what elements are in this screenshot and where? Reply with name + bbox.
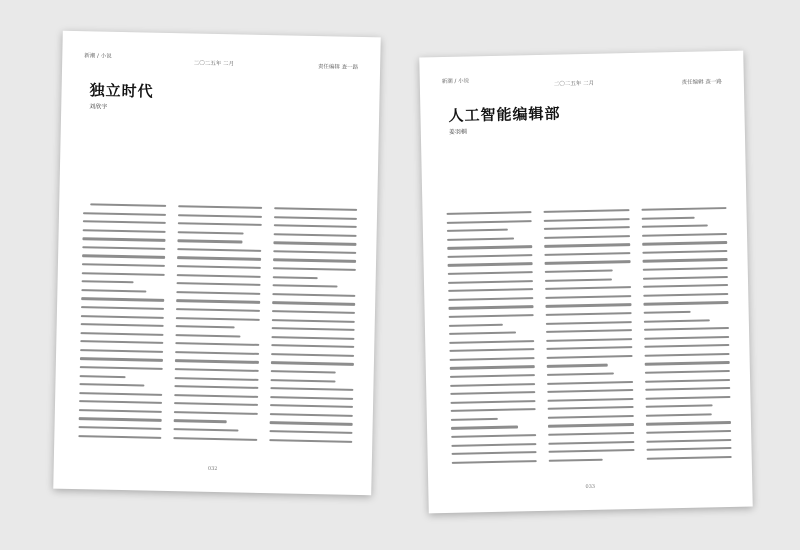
text-line (451, 408, 536, 412)
text-line (643, 301, 728, 305)
text-line (269, 413, 352, 417)
text-line (450, 383, 535, 387)
text-line (81, 289, 146, 293)
text-line (272, 276, 318, 279)
text-line (452, 451, 537, 455)
text-line (272, 284, 337, 288)
text-column (269, 207, 357, 455)
text-line (274, 207, 357, 211)
text-line (548, 415, 633, 419)
text-line (178, 231, 244, 235)
text-line (549, 432, 634, 436)
text-line (273, 233, 356, 237)
text-line (645, 370, 730, 374)
text-line (447, 245, 532, 249)
text-line (449, 348, 534, 352)
text-line (547, 381, 632, 385)
text-line (450, 391, 535, 395)
text-line (449, 332, 516, 336)
text-line (548, 423, 633, 427)
left-page (53, 31, 381, 496)
article-title: 人工智能编辑部 (448, 104, 561, 125)
text-line (548, 406, 633, 410)
text-line (79, 418, 162, 422)
text-line (448, 280, 533, 284)
text-line (547, 338, 632, 342)
text-line (643, 293, 728, 297)
text-line (448, 288, 533, 292)
text-line (82, 280, 135, 283)
text-line (448, 271, 533, 275)
text-line (270, 379, 335, 383)
text-line (449, 314, 534, 318)
text-line (178, 239, 243, 243)
text-line (549, 441, 634, 445)
text-line (175, 385, 258, 389)
text-line (644, 336, 729, 340)
text-line (643, 284, 728, 288)
text-line (269, 430, 352, 434)
text-line (545, 261, 630, 265)
text-line (271, 353, 354, 357)
text-line (545, 278, 612, 282)
text-line (83, 229, 166, 233)
text-column (544, 209, 635, 471)
text-line (447, 254, 532, 258)
text-column (641, 207, 732, 469)
text-line (641, 207, 726, 211)
text-line (174, 402, 257, 406)
text-line (81, 298, 164, 302)
text-column (78, 203, 166, 451)
text-line (272, 310, 355, 314)
text-line (271, 336, 354, 340)
text-line (177, 265, 260, 269)
text-line (269, 422, 352, 426)
text-line (451, 443, 536, 447)
text-line (641, 216, 695, 219)
body-text (447, 207, 732, 473)
header-date: 二〇二五年 二月 (193, 60, 235, 68)
text-line (82, 237, 165, 241)
text-line (273, 250, 356, 254)
text-line (175, 351, 258, 355)
text-line (642, 258, 727, 262)
text-line (177, 257, 260, 261)
text-line (450, 365, 535, 369)
text-line (546, 303, 631, 307)
text-line (273, 224, 356, 228)
body-text (78, 203, 357, 455)
text-line (447, 211, 532, 215)
text-line (546, 295, 631, 299)
text-line (90, 203, 167, 207)
text-line (546, 321, 631, 325)
text-line (642, 250, 727, 254)
text-line (547, 355, 632, 359)
text-line (82, 263, 165, 267)
text-line (644, 353, 729, 357)
text-line (81, 323, 164, 327)
text-line (79, 392, 162, 396)
text-line (82, 272, 165, 276)
text-line (548, 389, 633, 393)
text-line (79, 400, 162, 404)
text-line (175, 394, 258, 398)
text-line (82, 255, 165, 259)
text-line (82, 246, 165, 250)
text-line (274, 216, 357, 220)
text-line (545, 269, 612, 273)
text-line (81, 315, 164, 319)
text-line (448, 297, 533, 301)
text-line (176, 308, 259, 312)
text-line (645, 387, 730, 391)
text-line (272, 293, 355, 297)
text-line (549, 449, 634, 453)
text-line (177, 291, 260, 295)
text-line (643, 276, 728, 280)
text-line (175, 377, 258, 381)
text-line (174, 411, 257, 415)
text-line (175, 368, 258, 372)
text-line (177, 300, 260, 304)
text-line (78, 435, 161, 439)
text-line (545, 286, 630, 290)
header-date: 二〇二五年 二月 (553, 80, 595, 88)
text-line (646, 456, 731, 460)
text-line (176, 325, 235, 328)
text-line (447, 237, 514, 241)
text-line (449, 340, 534, 344)
text-line (547, 364, 608, 367)
text-line (642, 241, 727, 245)
text-line (451, 434, 536, 438)
text-line (548, 398, 633, 402)
right-page (419, 51, 752, 514)
text-line (646, 430, 731, 434)
text-line (451, 418, 498, 421)
text-line (641, 225, 708, 229)
text-line (273, 267, 356, 271)
text-line (80, 375, 126, 378)
text-line (79, 409, 162, 413)
text-line (178, 248, 261, 252)
text-line (177, 282, 260, 286)
text-line (271, 362, 354, 366)
header-editor: 责任编辑 查一路 (681, 79, 722, 86)
text-line (546, 312, 631, 316)
text-line (80, 340, 163, 344)
text-line (643, 319, 710, 323)
text-line (271, 319, 354, 323)
text-line (646, 421, 731, 425)
text-line (450, 357, 535, 361)
text-line (547, 372, 614, 376)
text-line (545, 252, 630, 256)
page-header (442, 71, 722, 91)
article-title: 独立时代 (89, 81, 154, 101)
text-line (544, 235, 629, 239)
text-line (176, 342, 259, 346)
text-column (173, 205, 261, 453)
text-line (450, 400, 535, 404)
text-line (644, 344, 729, 348)
text-line (83, 220, 166, 224)
article-author: 姜羽桐 (448, 128, 467, 136)
text-line (176, 317, 259, 321)
text-line (83, 212, 166, 216)
text-line (176, 334, 241, 338)
header-section: 新潮 / 小说 (441, 78, 470, 85)
text-line (174, 428, 239, 432)
text-line (546, 329, 631, 333)
text-line (645, 405, 712, 409)
text-line (450, 374, 535, 378)
text-line (175, 360, 258, 364)
text-line (544, 218, 629, 222)
text-line (646, 447, 731, 451)
text-line (177, 274, 260, 278)
text-line (644, 327, 729, 331)
text-line (272, 302, 355, 306)
text-line (545, 243, 630, 247)
text-line (273, 241, 356, 245)
text-line (80, 332, 163, 336)
text-line (645, 396, 730, 400)
page-header (84, 51, 358, 71)
text-line (452, 460, 537, 464)
text-line (544, 226, 629, 230)
text-line (449, 323, 503, 326)
text-line (644, 361, 729, 365)
text-line (547, 346, 632, 350)
text-line (270, 370, 336, 374)
text-line (81, 306, 164, 310)
article-author: 刘欣宇 (89, 103, 108, 111)
header-section: 新潮 / 小说 (84, 53, 112, 60)
text-line (645, 379, 730, 383)
text-line (544, 209, 629, 213)
text-line (447, 220, 532, 224)
text-line (178, 205, 261, 209)
text-line (174, 420, 227, 423)
text-line (270, 404, 353, 408)
text-line (646, 439, 731, 443)
text-line (271, 327, 354, 331)
text-line (273, 259, 356, 263)
text-line (645, 413, 712, 417)
text-line (79, 383, 144, 387)
text-line (643, 311, 690, 314)
text-line (174, 437, 257, 441)
text-line (269, 439, 352, 443)
text-line (642, 233, 727, 237)
text-line (271, 344, 354, 348)
text-column (447, 211, 538, 473)
page-number: 032 (207, 465, 218, 473)
text-line (642, 267, 727, 271)
text-line (448, 263, 533, 267)
text-line (80, 366, 163, 370)
text-line (448, 305, 533, 309)
text-line (79, 426, 162, 430)
text-line (178, 222, 261, 226)
text-line (80, 349, 163, 353)
text-line (549, 458, 603, 461)
page-number: 033 (585, 483, 596, 491)
header-editor: 责任编辑 查一路 (317, 64, 359, 71)
text-line (451, 426, 518, 430)
text-line (80, 358, 163, 362)
text-line (270, 396, 353, 400)
text-line (270, 387, 353, 391)
text-line (178, 214, 261, 218)
text-line (447, 229, 508, 232)
